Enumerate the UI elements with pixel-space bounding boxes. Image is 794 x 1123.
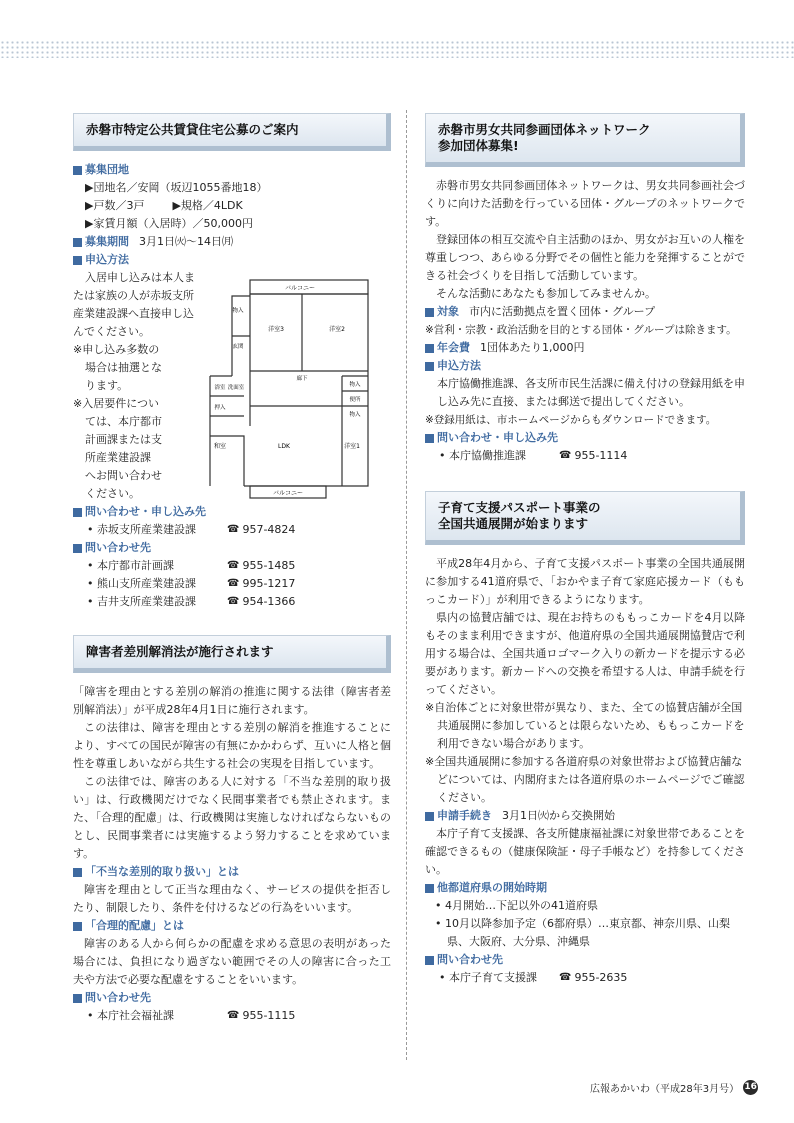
inquiry-label: • 吉井支所産業建設課 xyxy=(87,595,196,608)
floor-plan xyxy=(192,276,386,500)
column-divider xyxy=(406,110,407,1060)
square-marker-icon xyxy=(425,362,434,371)
floor-label: バルコニー xyxy=(284,285,316,292)
page-footer xyxy=(590,1080,758,1095)
note-line: 計画課または支 xyxy=(85,433,162,446)
inquiry-tel: 955-1485 xyxy=(242,559,296,572)
header-dot-band xyxy=(0,40,794,58)
period-heading-label: 募集期間 xyxy=(85,235,129,248)
proc-value: 3月1日㈫から交換開始 xyxy=(502,809,615,822)
inquiry-heading-label: 問い合わせ先 xyxy=(85,541,151,554)
apply-line: たは家族の人が赤坂支所 xyxy=(73,289,194,302)
square-marker-icon xyxy=(73,166,82,175)
disability-contact-row xyxy=(73,1007,391,1025)
contact-tel: 955-2635 xyxy=(574,971,628,984)
network-apply-text: 本庁協働推進課、各支所市民生活課に備え付けの登録用紙を申し込み先に直接、または郵送で提出してください。 xyxy=(437,377,745,408)
footer-text: 広報あかいわ（平成28年3月号） xyxy=(590,1084,740,1095)
reasonable-heading xyxy=(73,917,391,935)
target-heading-label: 対象 xyxy=(437,305,459,318)
contact-label: • 本庁協働推進課 xyxy=(439,449,526,462)
square-marker-icon xyxy=(73,922,82,931)
passport-contact-row xyxy=(425,969,745,987)
network-apply-heading-label: 申込方法 xyxy=(437,359,481,372)
inquiry-row xyxy=(73,575,391,593)
note-line: ※申し込み多数の xyxy=(73,343,160,356)
reasonable-heading-label: 「合理的配慮」とは xyxy=(85,919,184,932)
target-note: ※営利・宗教・政治活動を目的とする団体・グループは除きます。 xyxy=(425,324,737,336)
square-marker-icon xyxy=(425,344,434,353)
floor-plan-drawing xyxy=(192,276,386,500)
phone-mark-icon: ☎ xyxy=(227,596,240,607)
phone-mark-icon: ☎ xyxy=(227,524,240,535)
passport-title-line2: 全国共通展開が始まります xyxy=(438,516,589,531)
square-marker-icon xyxy=(425,956,434,965)
network-title-line2: 参加団体募集! xyxy=(438,138,519,153)
contact-tel: 957-4824 xyxy=(242,523,296,536)
other-row: • 10月以降参加予定（6都府県）…東京都、神奈川県、山梨県、大阪府、大分県、沖縄県 xyxy=(435,917,730,948)
note-line: 所産業建設課 xyxy=(85,451,151,464)
network-title-line1: 赤磐市男女共同参画団体ネットワーク xyxy=(438,122,651,137)
network-apply-heading xyxy=(425,357,745,375)
inquiry-row xyxy=(73,593,391,611)
inquiry-label: • 本庁都市計画課 xyxy=(87,559,174,572)
floor-label: 和室 xyxy=(213,443,227,450)
target-value: 市内に活動拠点を置く団体・グループ xyxy=(469,305,656,318)
note-line: へお問い合わせ xyxy=(85,469,162,482)
apply-heading xyxy=(73,251,391,269)
contact-label: • 赤坂支所産業建設課 xyxy=(87,523,196,536)
other-heading xyxy=(425,879,745,897)
housing-title: 赤磐市特定公共賃貸住宅公募のご案内 xyxy=(73,113,391,151)
floor-label: 洋室1 xyxy=(344,443,360,450)
network-apply-note: ※登録用紙は、市ホームページからもダウンロードできます。 xyxy=(425,414,717,426)
fee-heading-label: 年会費 xyxy=(437,341,470,354)
disability-title: 障害者差別解消法が施行されます xyxy=(73,635,391,673)
contact-label: • 本庁社会福祉課 xyxy=(87,1009,174,1022)
right-column xyxy=(425,113,745,987)
floor-label: 洗面室 xyxy=(227,385,245,391)
floor-label: 物入 xyxy=(349,382,361,388)
disability-p1: この法律は、障害を理由とする差別の解消を推進することにより、すべての国民が障害の有無にかかわらず、互いに人格と個性を尊重しあいながら共生する社会の実現を目指しています。 xyxy=(73,721,391,770)
apply-line: んでください。 xyxy=(73,325,150,338)
recruit-heading-label: 募集団地 xyxy=(85,163,129,176)
square-marker-icon xyxy=(73,238,82,247)
floor-label: 廊下 xyxy=(296,376,308,382)
disability-intro: 「障害を理由とする差別の解消の推進に関する法律（障害者差別解消法）」が平成28年4月1日に施行されます。 xyxy=(73,685,391,716)
inquiry-label: • 熊山支所産業建設課 xyxy=(87,577,196,590)
note-line: ります。 xyxy=(85,379,129,392)
network-contact-heading-label: 問い合わせ・申し込み先 xyxy=(437,431,558,444)
disability-contact-heading-label: 問い合わせ先 xyxy=(85,991,151,1004)
left-column xyxy=(73,113,391,1025)
passport-title xyxy=(425,491,745,545)
contact-tel: 955-1114 xyxy=(574,449,628,462)
apply-line: 産業建設課へ直接申し込 xyxy=(73,307,194,320)
contact-apply-heading xyxy=(73,503,391,521)
phone-mark-icon: ☎ xyxy=(227,1010,240,1021)
passport-p1: 平成28年4月から、子育て支援パスポート事業の全国共通展開に参加する41道府県で、「おかやま子育て家庭応援カード（ももっこカード）」が利用できるようになります。 xyxy=(425,557,745,606)
note-line: ください。 xyxy=(85,487,140,500)
other-row: • 4月開始…下記以外の41道府県 xyxy=(435,899,598,912)
floor-label: LDK xyxy=(278,443,290,450)
floor-label: 洋室2 xyxy=(329,326,345,333)
apply-line: 入居申し込みは本人ま xyxy=(85,271,195,284)
contact-tel: 955-1115 xyxy=(242,1009,296,1022)
floor-label: 押入 xyxy=(214,405,226,411)
target-heading xyxy=(425,303,745,321)
network-contact-heading xyxy=(425,429,745,447)
floor-label: バルコニー xyxy=(272,490,304,497)
square-marker-icon xyxy=(425,812,434,821)
square-marker-icon xyxy=(73,868,82,877)
contact-apply-heading-label: 問い合わせ・申し込み先 xyxy=(85,505,206,518)
unfair-heading xyxy=(73,863,391,881)
passport-p2: 県内の協賛店舗では、現在お持ちのももっこカードを4月以降もそのまま利用できますが、他道府県の全国共通展開協賛店で利用する場合は、全国共通ロゴマーク入りの新カードを提示する必要があります。新カードへの交換を希望する人は、申請手続を行ってください。 xyxy=(425,611,745,696)
apply-heading-label: 申込方法 xyxy=(85,253,129,266)
contact-row xyxy=(73,521,391,539)
square-marker-icon xyxy=(73,994,82,1003)
network-contact-row xyxy=(425,447,745,465)
phone-mark-icon: ☎ xyxy=(559,450,572,461)
note-line: 場合は抽選とな xyxy=(85,361,162,374)
passport-contact-heading-label: 問い合わせ先 xyxy=(437,953,503,966)
note-line: ※入居要件につい xyxy=(73,397,159,410)
phone-mark-icon: ☎ xyxy=(227,578,240,589)
square-marker-icon xyxy=(425,434,434,443)
floor-label: 浴室 xyxy=(214,385,226,391)
network-p3: そんな活動にあなたも参加してみませんか。 xyxy=(436,287,656,300)
housing-rent-line: ▶家賃月額（入居時）／50,000円 xyxy=(85,217,253,230)
passport-title-line1: 子育て支援パスポート事業の xyxy=(438,500,601,515)
square-marker-icon xyxy=(425,308,434,317)
phone-mark-icon: ☎ xyxy=(559,972,572,983)
passport-note1: ※自治体ごとに対象世帯が異なり、また、全ての協賛店舗が全国共通展開に参加しているとは限らないため、ももっこカードを利用できない場合があります。 xyxy=(425,701,745,750)
disability-p4: 障害のある人から何らかの配慮を求める意思の表明があった場合には、負担になり過ぎない範囲でその人の障害に合った工夫や方法で必要な配慮をすることをいいます。 xyxy=(73,937,391,986)
housing-name-line: ▶団地名／安岡（坂辺1055番地18） xyxy=(85,181,268,194)
other-heading-label: 他都道府県の開始時期 xyxy=(437,881,547,894)
contact-label: • 本庁子育て支援課 xyxy=(439,971,537,984)
disability-contact-heading xyxy=(73,989,391,1007)
proc-text: 本庁子育て支援課、各支所健康福祉課に対象世帯であることを確認できるもの（健康保険証・母子手帳など）を持参してください。 xyxy=(425,827,745,876)
fee-heading xyxy=(425,339,745,357)
inquiry-tel: 954-1366 xyxy=(242,595,296,608)
housing-units-line xyxy=(73,197,391,215)
network-p1: 赤磐市男女共同参画団体ネットワークは、男女共同参画社会づくりに向けた活動を行っている団体・グループのネットワークです。 xyxy=(425,179,745,228)
disability-p2: この法律では、障害のある人に対する「不当な差別的取り扱い」は、行政機関だけでなく民間事業者でも禁止されます。また、「合理的配慮」は、行政機関は実施しなければならないものとし、民間事業者には実施するよう努力することを求めています。 xyxy=(73,775,391,860)
square-marker-icon xyxy=(73,544,82,553)
passport-note2: ※全国共通展開に参加する各道府県の対象世帯および協賛店舗などについては、内閣府または各道府県のホームページでご確認ください。 xyxy=(425,755,745,804)
housing-spec: ▶規格／4LDK xyxy=(172,199,243,212)
fee-value: 1団体あたり1,000円 xyxy=(480,341,585,354)
inquiry-row xyxy=(73,557,391,575)
floor-label: 便所 xyxy=(349,397,361,403)
network-title xyxy=(425,113,745,167)
floor-label: 洋室3 xyxy=(268,326,284,333)
inquiry-tel: 995-1217 xyxy=(242,577,296,590)
period-heading xyxy=(73,233,391,251)
floor-label: 玄関 xyxy=(232,344,244,350)
page-number: 16 xyxy=(743,1080,758,1095)
unfair-heading-label: 「不当な差別的取り扱い」とは xyxy=(85,865,239,878)
note-line: ては、本庁都市 xyxy=(85,415,162,428)
housing-units: ▶戸数／3戸 xyxy=(85,199,145,212)
proc-heading xyxy=(425,807,745,825)
period-value: 3月1日㈫～14日㈪ xyxy=(139,235,233,248)
floor-label: 物入 xyxy=(349,412,361,418)
recruit-heading xyxy=(73,161,391,179)
square-marker-icon xyxy=(73,256,82,265)
network-p2: 登録団体の相互交流や自主活動のほか、男女がお互いの人権を尊重しつつ、あらゆる分野でその個性と能力を発揮することができる社会づくりを目指して活動しています。 xyxy=(425,233,745,282)
passport-contact-heading xyxy=(425,951,745,969)
inquiry-heading xyxy=(73,539,391,557)
phone-mark-icon: ☎ xyxy=(227,560,240,571)
disability-p3: 障害を理由として正当な理由なく、サービスの提供を拒否したり、制限したり、条件を付けるなどの行為をいいます。 xyxy=(73,883,391,914)
square-marker-icon xyxy=(425,884,434,893)
floor-label: 物入 xyxy=(232,308,244,314)
proc-heading-label: 申請手続き xyxy=(437,809,492,822)
square-marker-icon xyxy=(73,508,82,517)
